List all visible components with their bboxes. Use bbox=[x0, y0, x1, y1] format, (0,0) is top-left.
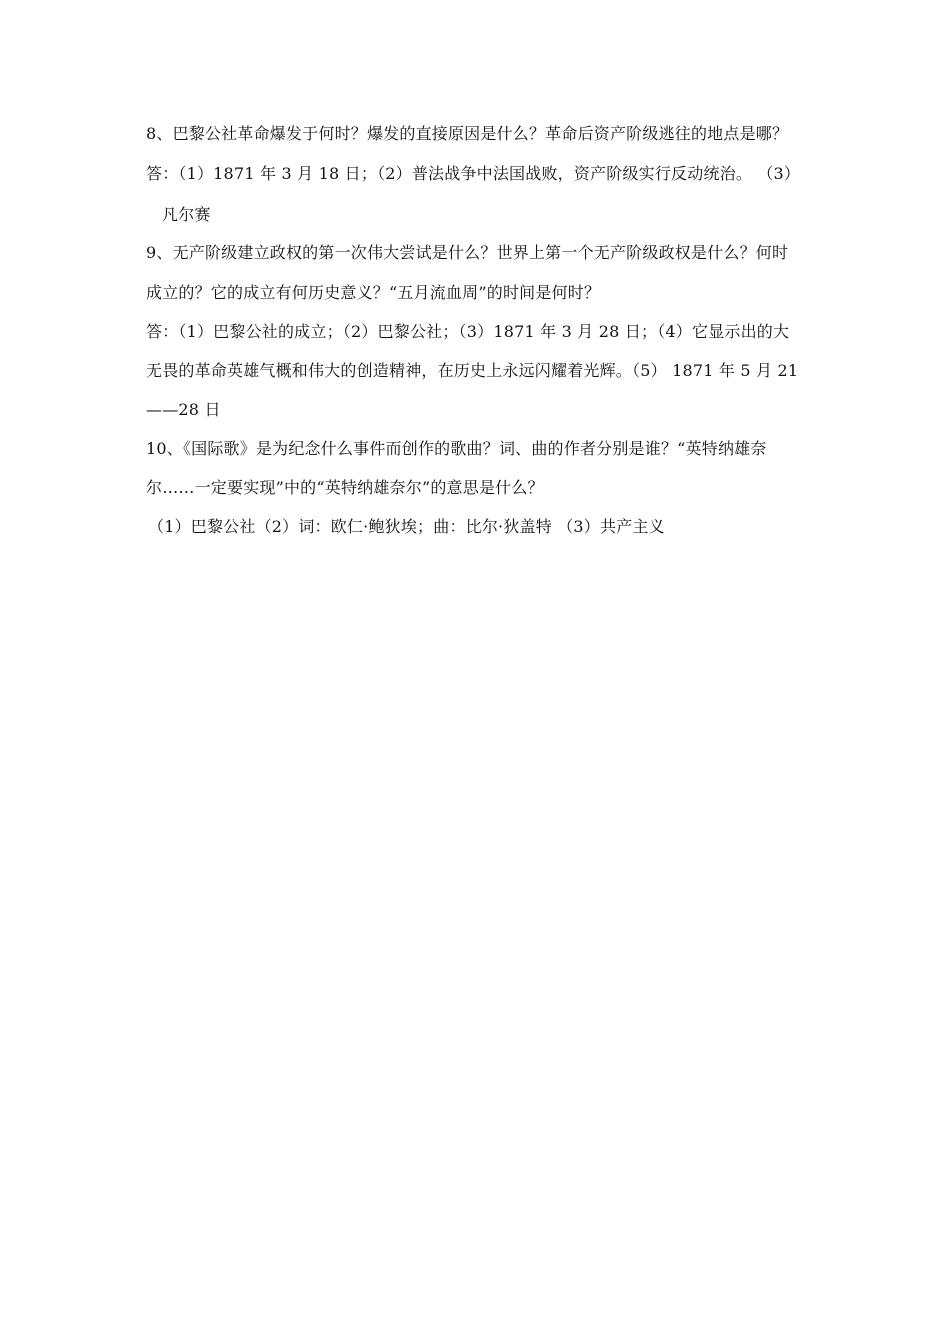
answer-8-line-2: 凡尔赛 bbox=[162, 205, 211, 224]
answer-9-line-2: 无畏的革命英雄气概和伟大的创造精神，在历史上永远闪耀着光辉。（5） 1871 年 5 月 21 bbox=[146, 361, 799, 380]
question-8: 8、巴黎公社革命爆发于何时？爆发的直接原因是什么？革命后资产阶级逃往的地点是哪？ bbox=[146, 124, 789, 143]
question-9-line-2: 成立的？它的成立有何历史意义？“五月流血周”的时间是何时？ bbox=[146, 283, 601, 302]
answer-8-line-1: 答：（1）1871 年 3 月 18 日；（2）普法战争中法国战败，资产阶级实行反动统治。 （3） bbox=[146, 164, 801, 183]
answer-10-line-1: （1）巴黎公社（2）词：欧仁·鲍狄埃；曲：比尔·狄盖特 （3）共产主义 bbox=[148, 517, 665, 536]
question-9-line-1: 9、无产阶级建立政权的第一次伟大尝试是什么？世界上第一个无产阶级政权是什么？何时 bbox=[146, 243, 789, 262]
question-10-line-1: 10、《国际歌》是为纪念什么事件而创作的歌曲？词、曲的作者分别是谁？“英特纳雄奈 bbox=[146, 439, 767, 458]
question-10-line-2: 尔……一定要实现”中的“英特纳雄奈尔”的意思是什么？ bbox=[146, 478, 544, 497]
answer-9-line-1: 答：（1）巴黎公社的成立；（2）巴黎公社；（3）1871 年 3 月 28 日；（4）它显示出的大 bbox=[146, 322, 790, 341]
answer-9-line-3: ——28 日 bbox=[146, 400, 221, 419]
